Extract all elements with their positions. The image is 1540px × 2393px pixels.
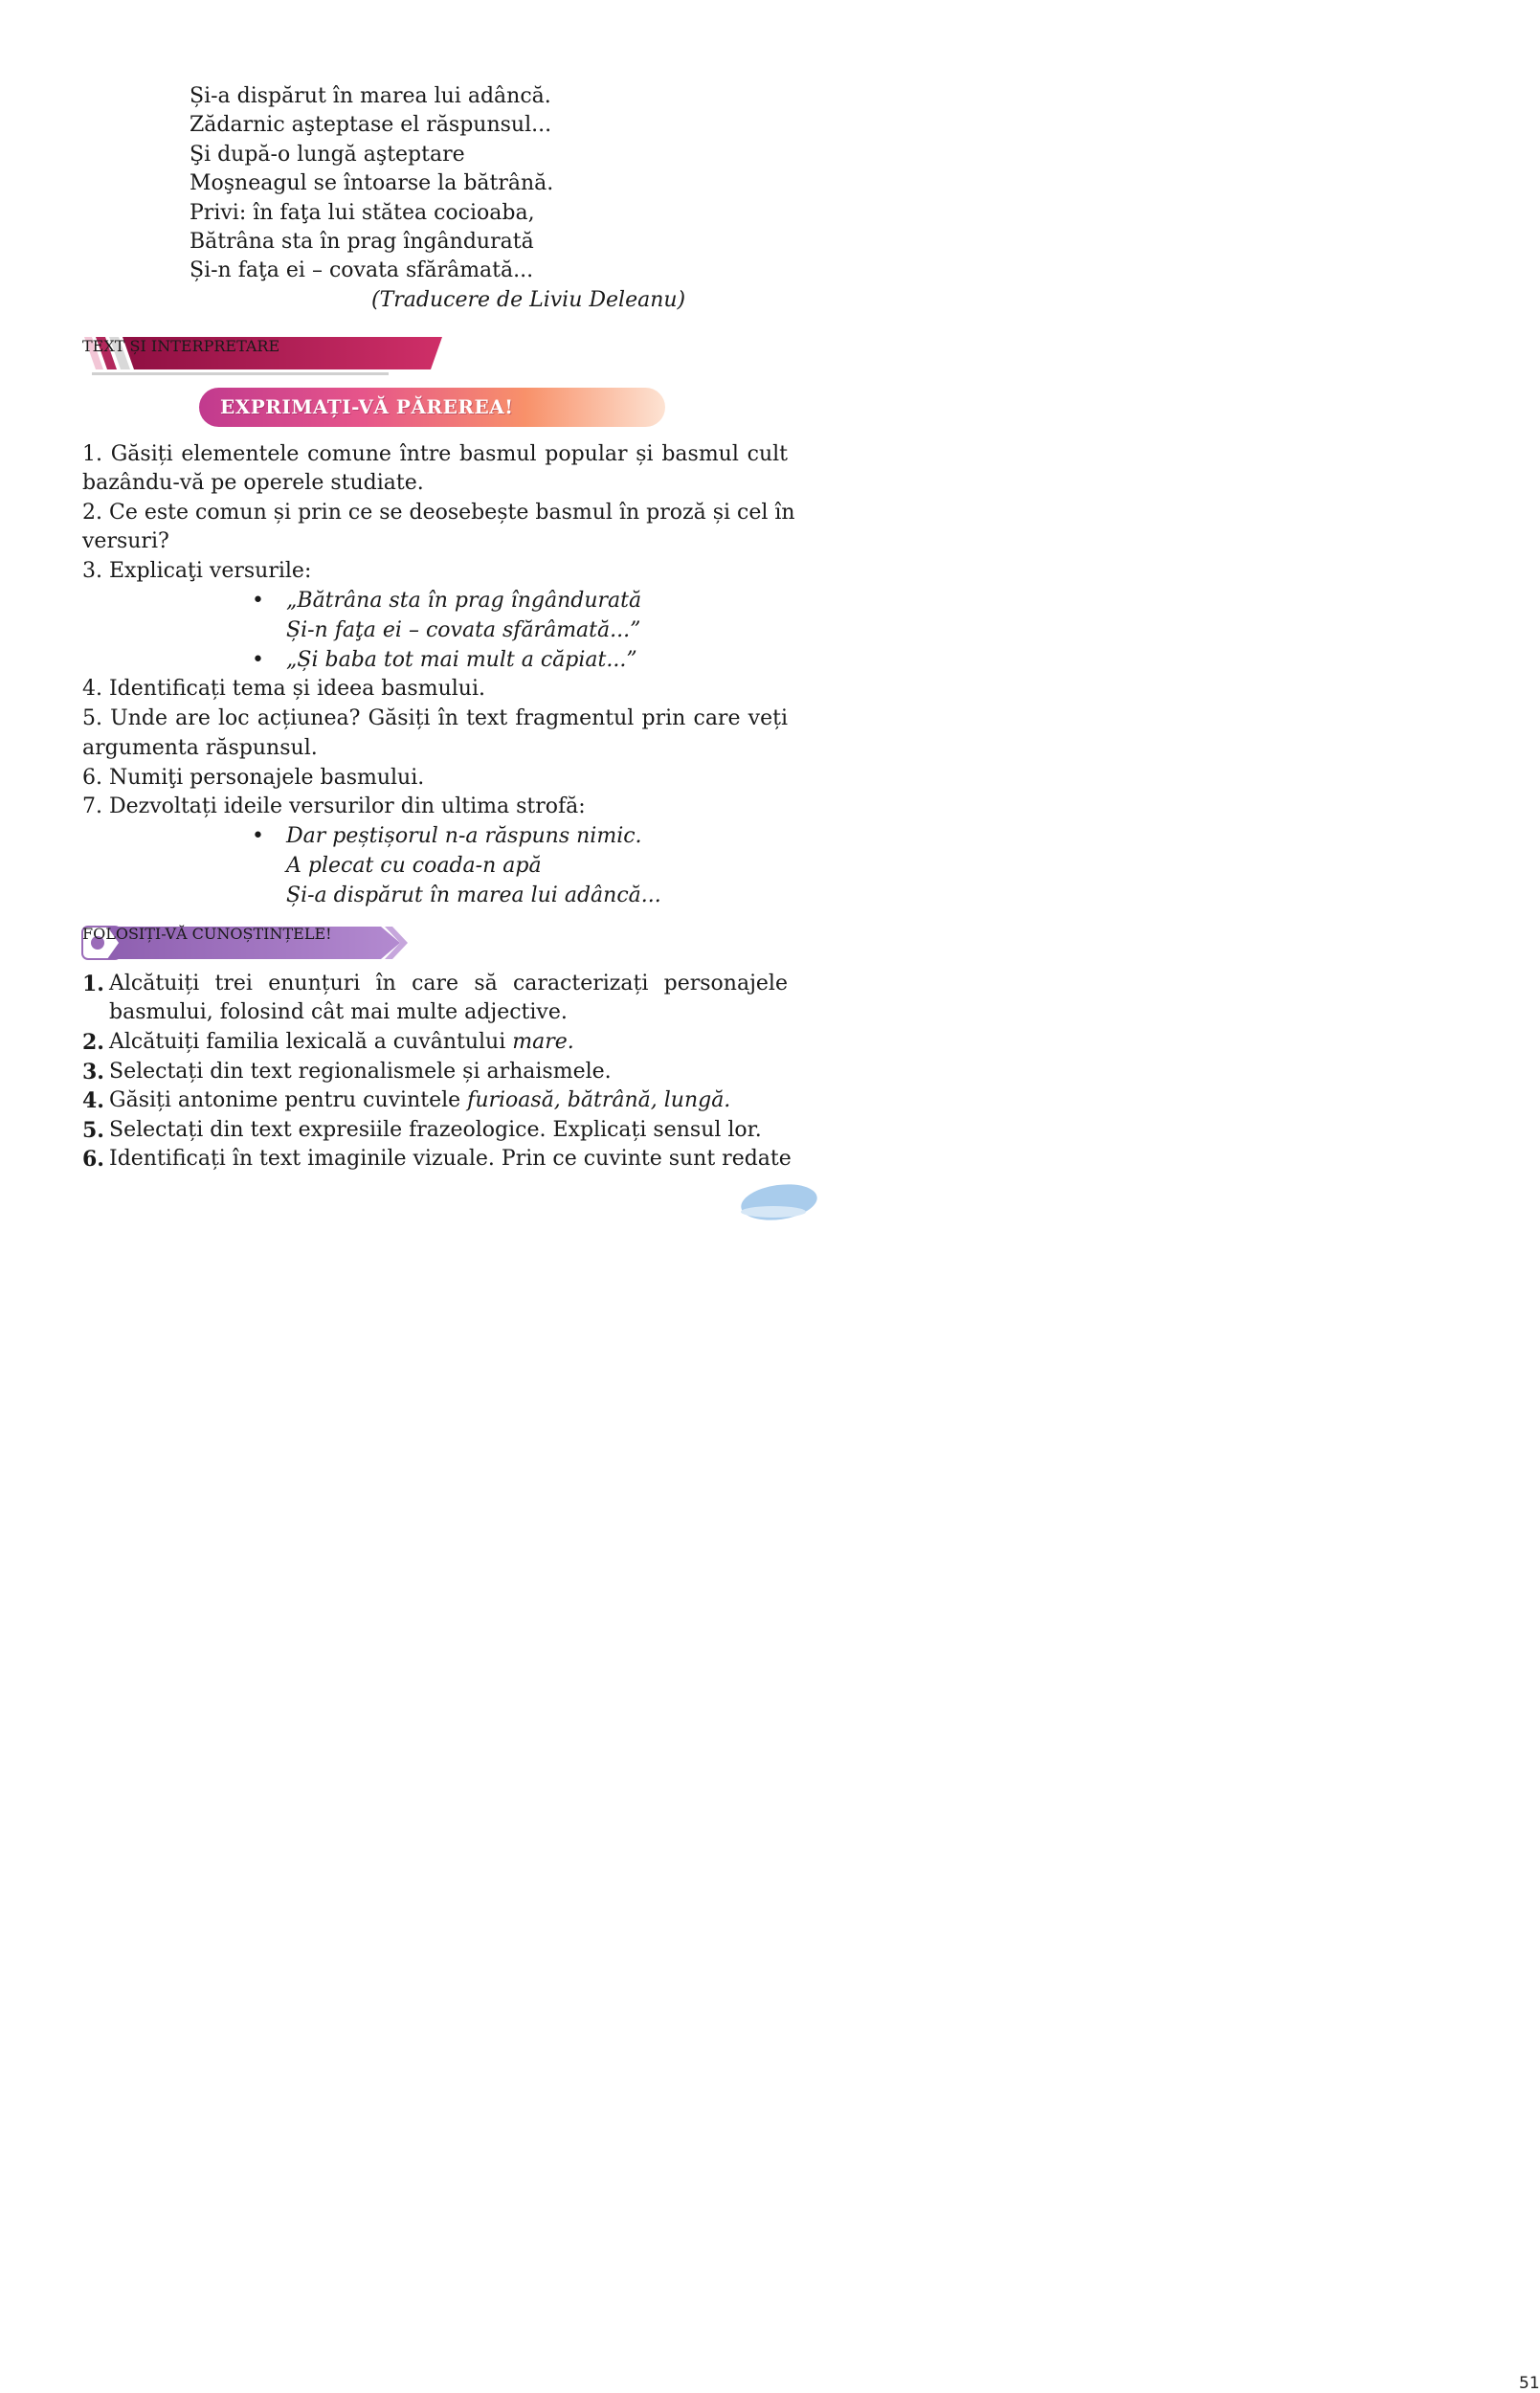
- exercise-text: Selectați din text regionalismele și arhaismele.: [109, 1060, 612, 1084]
- question-6: [82, 764, 788, 793]
- exercise-number: 3.: [82, 1060, 104, 1085]
- poem-line: Şi după-o lungă aşteptare: [190, 142, 465, 167]
- exercise-number: 4.: [82, 1088, 104, 1113]
- page-number: 51: [1519, 2374, 1540, 2393]
- exercise-text: Găsiți antonime pentru cuvintele: [109, 1088, 468, 1112]
- question-1-cont: [82, 469, 788, 498]
- section-title: TEXT ȘI INTERPRETARE: [82, 337, 280, 355]
- question-line: 5. Unde are loc acțiunea? Găsiți în text fragmentul prin care veți: [82, 706, 788, 730]
- question-line: 3. Explicaţi versurile:: [82, 559, 312, 583]
- poem-fragment: [190, 82, 685, 315]
- question-line: bazându-vă pe operele studiate.: [82, 471, 424, 495]
- exercise-text: Alcătuiți familia lexicală a cuvântului: [109, 1030, 513, 1054]
- question-1: [82, 440, 788, 469]
- question-7: [82, 793, 788, 821]
- quote-line: Și-n faţa ei – covata sfărâmată...”: [286, 618, 641, 642]
- question-2-cont: [82, 527, 788, 556]
- exercise-1: [82, 970, 788, 1028]
- bullet-icon: •: [252, 589, 264, 613]
- question-line: versuri?: [82, 529, 169, 553]
- question-5: [82, 704, 788, 733]
- question-line: 7. Dezvoltați ideile versurilor din ultima strofă:: [82, 794, 586, 818]
- poem-line: Zădarnic aşteptase el răspunsul...: [190, 113, 552, 138]
- exercise-number: 6.: [82, 1147, 104, 1172]
- question-line: 1. Găsiți elementele comune între basmul popular și basmul cult: [82, 442, 788, 466]
- page-number-badge: [737, 1183, 819, 1225]
- question-4: [82, 675, 788, 704]
- poem-line: Și-n faţa ei – covata sfărâmată...: [190, 258, 534, 283]
- exercise-number: 5.: [82, 1118, 104, 1143]
- quote-bullet-1-cont: [252, 616, 640, 645]
- question-2: [82, 499, 795, 527]
- quote-line: Și-a dispărut în marea lui adâncă...: [286, 883, 661, 907]
- question-line: 6. Numiţi personajele basmului.: [82, 766, 425, 790]
- exercise-number: 2.: [82, 1030, 104, 1055]
- quote-line: „Și baba tot mai mult a căpiat...”: [286, 648, 637, 672]
- quote-line: „Bătrâna sta în prag îngândurată: [286, 589, 642, 613]
- question-line: argumenta răspunsul.: [82, 736, 318, 760]
- exercise-6: [82, 1145, 792, 1174]
- exercise-2: [82, 1028, 788, 1057]
- quote-line: A plecat cu coada-n apă: [286, 854, 542, 878]
- quote-bullet-1: [252, 587, 641, 615]
- exercise-3: [82, 1058, 788, 1086]
- exercise-number: 1.: [82, 972, 104, 996]
- question-line: 4. Identificați tema și ideea basmului.: [82, 677, 485, 701]
- quote-bullet-3-cont: [252, 852, 542, 881]
- quote-bullet-2: [252, 646, 637, 675]
- exercise-5: [82, 1116, 788, 1145]
- bullet-icon: •: [252, 824, 264, 848]
- question-5-cont: [82, 734, 788, 763]
- quote-line: Dar peștișorul n-a răspuns nimic.: [286, 824, 642, 848]
- exercise-emphasis: mare.: [512, 1030, 574, 1054]
- exercise-line: Alcătuiți trei enunțuri în care să caracterizați personajele: [109, 972, 788, 995]
- poem-line: Moşneagul se întoarse la bătrână.: [190, 171, 554, 196]
- quote-bullet-3-cont2: [252, 882, 661, 910]
- exercise-4: [82, 1086, 788, 1115]
- exercise-emphasis: furioasă, bătrână, lungă.: [467, 1088, 731, 1112]
- exercise-text: Identificați în text imaginile vizuale. Prin ce cuvinte sunt redate: [109, 1147, 792, 1171]
- exercise-text: Selectați din text expresiile frazeologice. Explicați sensul lor.: [109, 1118, 762, 1142]
- quote-bullet-3: [252, 822, 642, 851]
- subtitle-text: EXPRIMAȚI-VĂ PĂREREA!: [220, 395, 514, 418]
- section-title: FOLOSIȚI-VĂ CUNOȘTINȚELE!: [82, 925, 332, 943]
- poem-line: Privi: în faţa lui stătea cocioaba,: [190, 200, 535, 225]
- poem-line: Bătrâna sta în prag îngândurată: [190, 230, 534, 255]
- bullet-icon: •: [252, 648, 264, 672]
- translation-credit: (Traducere de Liviu Deleanu): [371, 287, 686, 312]
- poem-line: Și-a dispărut în marea lui adâncă.: [190, 84, 551, 108]
- exercise-line: basmului, folosind cât mai multe adjective.: [109, 1000, 568, 1025]
- question-line: 2. Ce este comun și prin ce se deosebește basmul în proză și cel în: [82, 501, 795, 525]
- subtitle-pill: [199, 388, 665, 427]
- question-3: [82, 557, 788, 586]
